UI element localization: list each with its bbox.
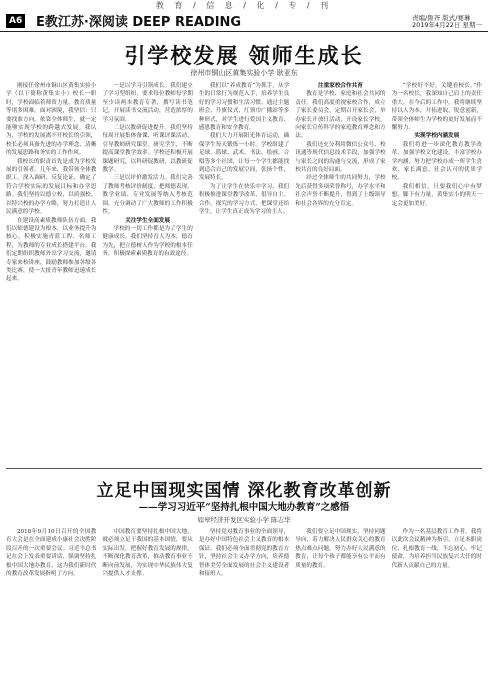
paragraph: 2018年9月10日召开的全国教育大会是在全面建成小康社会决胜阶段召开的一次重要会议。习近平总书记在会上发表重要讲话，强调坚持扎根中国大地办教育，这为我们新时代的教育改革发展指明了方向。: [6, 529, 97, 578]
article1-column: [6, 82, 96, 462]
paragraph: 我们要立足中国现实，坚持问题导向，着力解决人民群众关心的教育热点难点问题，努力办好人民满意的教育，让每个孩子都能享有公平而有质量的教育。: [295, 529, 386, 569]
paragraph: 坚持党对教育事业的全面领导，是办好中国特色社会主义教育的根本保证。我们必须全面贯彻党的教育方针，坚持社会主义办学方向，培养德智体美劳全面发展的社会主义建设者和接班人。: [198, 529, 290, 578]
paragraph: 我们相信，只要我们心中有梦想，脚下有力量，黄集实小的明天一定会更加美好。: [391, 183, 482, 207]
article1-column: [295, 82, 385, 462]
page-tag: A6: [6, 14, 25, 28]
article1-title: 引学校发展 领师生成长: [124, 44, 364, 68]
column-name: E教江苏·深阅读 DEEP READING: [36, 15, 242, 30]
article2-column: [199, 528, 289, 690]
article2-title: 立足中国现实国情 深化教育改革创新: [96, 481, 392, 501]
article2-body: [6, 528, 482, 690]
section-heading: 注重家校合作共育: [318, 83, 363, 89]
masthead: [0, 0, 488, 10]
paragraph: 二是以教研促进提升。我们坚持每周开展集体备课、听课评课活动，引导教师研究课堂、研究学生，不断提高课堂教学效率。学校还积极开展课题研究，以科研促教研，以教研促教学。: [102, 125, 193, 174]
article2-column: [102, 528, 192, 690]
paragraph: 我们还充分利用微信公众号、校讯通等现代信息技术手段，加强学校与家长之间的沟通与交流，形成了家校共育的良好局面。: [295, 141, 386, 174]
article1-column: [199, 82, 289, 462]
paragraph: 学校的一切工作都是为了学生的健康成长。我们坚持育人为本，德育为先，把立德树人作为学校的根本任务，积极探索素质教育的有效途径。: [102, 225, 193, 258]
issue-info: [412, 15, 482, 29]
article1-body: [6, 82, 482, 462]
paragraph: 在建设高素质教师队伍方面，我们以师德建设为根本，以业务提升为核心，积极实施青蓝工程、名师工程，为教师的专业成长搭建平台。我们定期组织教师外出学习交流，邀请专家来校讲座，鼓励教师参加各级各类比赛，使一大批青年教师迅速成长起来。: [6, 217, 97, 283]
paragraph: 三是以评价激发活力。我们完善了教师考核评价制度，把师德表现、教学业绩、专业发展等纳入考核范围，充分调动了广大教师的工作积极性。: [102, 175, 193, 216]
article1-author: 徐州市铜山区黄集实验小学 耿亚东: [190, 69, 298, 77]
paragraph: 我们大力开展阳光体育运动，确保学生每天锻炼一小时。学校组建了足球、篮球、武术、书法、绘画、合唱等多个社团，让每一个学生都能找到适合自己的发展空间，张扬个性，发展特长。: [198, 133, 290, 182]
article2-author: 如皋经济开发区实验小学 陈志华: [197, 516, 291, 524]
paragraph: 我校长的职责首先是成为学校发展的引领者。几年来，我带领全体教职工，深入调研、反复论证，确定了符合学校实际的发展目标和办学思路。我们坚持以德立校、以质强校、以特兴校的办学方略，努力打造让人民满意的学校。: [6, 158, 97, 216]
paragraph: 为了让学生在快乐中学习，我们积极推进课堂教学改革，倡导自主、合作、探究的学习方式，把课堂还给学生，让学生真正成为学习的主人。: [198, 183, 290, 216]
article2-column: [392, 528, 482, 690]
article-divider: [6, 468, 482, 469]
issue-date: 2019年4月22日 星期一: [411, 21, 482, 29]
masthead-text: 教 育 / 信 息 / 化 / 专 / 刊: [155, 0, 333, 10]
paragraph: 经过全体师生的共同努力，学校先后获得多项荣誉称号，办学水平和社会声誉不断提升，得到了上级领导和社会各界的充分肯定。: [295, 175, 386, 207]
paragraph: 我们将进一步深化教育教学改革，加强学校文化建设，丰富学校办学内涵，努力把学校办成一所学生喜欢、家长满意、社会认可的优质学校。: [391, 141, 482, 182]
paragraph: 一是以学习引领成长。我们建立了学习型组织，要求每位教师每学期至少读两本教育专著，撰写读书笔记，开展读书交流活动，营造浓厚的学习氛围。: [102, 83, 193, 123]
article2-column: [295, 528, 385, 690]
article2-column: [6, 528, 96, 690]
section-heading: 实现学校内涵发展: [414, 133, 460, 140]
page-header: [0, 10, 488, 32]
paragraph: 刚接任徐州市铜山区黄集实验小学（以下简称黄集实小）校长一职时，学校面临着师资力量、教育质量等诸多困难。面对困境，我坚信：只要找准方向，依靠全体师生，就一定能够实现学校的跨越式发展。我认为，学校的发展离不开校长的引领，校长必须具备先进的办学理念、清晰的发展思路和务实的工作作风。: [6, 83, 97, 157]
article1-column: [392, 82, 482, 462]
paragraph: 中国教育要坚持扎根中国大地，就必须立足于我国的基本国情，要从实际出发，把握好教育发展的规律，不断深化教育改革，推动教育事业不断向前发展，为实现中华民族伟大复兴提供人才支撑。: [102, 529, 193, 578]
paragraph: “学校好不好，关键看校长。”作为一名校长，我深知自己肩上的责任重大。在今后的工作中，我将继续坚持以人为本，开拓进取，锐意创新，带领全体师生为学校的更好发展而不懈努力。: [391, 83, 482, 132]
article1-column: [102, 82, 192, 462]
paragraph: 作为一名基层教育工作者，我将以此次会议精神为指引，立足本职岗位，扎根教育一线，不忘初心，牢记使命，为培养担当民族复兴大任的时代新人贡献自己的力量。: [391, 529, 482, 569]
paragraph: 我们以“养成教育”为抓手，从学生的日常行为规范入手，培养学生良好的学习习惯和生活习惯。通过主题班会、升旗仪式、红领巾广播站等多种形式，对学生进行爱国主义教育、感恩教育和安全教育。: [198, 83, 290, 132]
paragraph: 教育是学校、家庭和社会共同的责任。我们高度重视家校合作，成立了家长委员会，定期召开家长会，举办家长开放日活动，开设家长学校，向家长宣传科学的家庭教育理念和方法。: [295, 91, 386, 140]
article2-subtitle: ——学习习近平“坚持扎根中国大地办教育”之感悟: [138, 502, 350, 513]
issue-editor: 责编/鲁齐 版式/赛琳: [411, 14, 471, 22]
section-heading: 关注学生全面发展: [125, 217, 170, 224]
